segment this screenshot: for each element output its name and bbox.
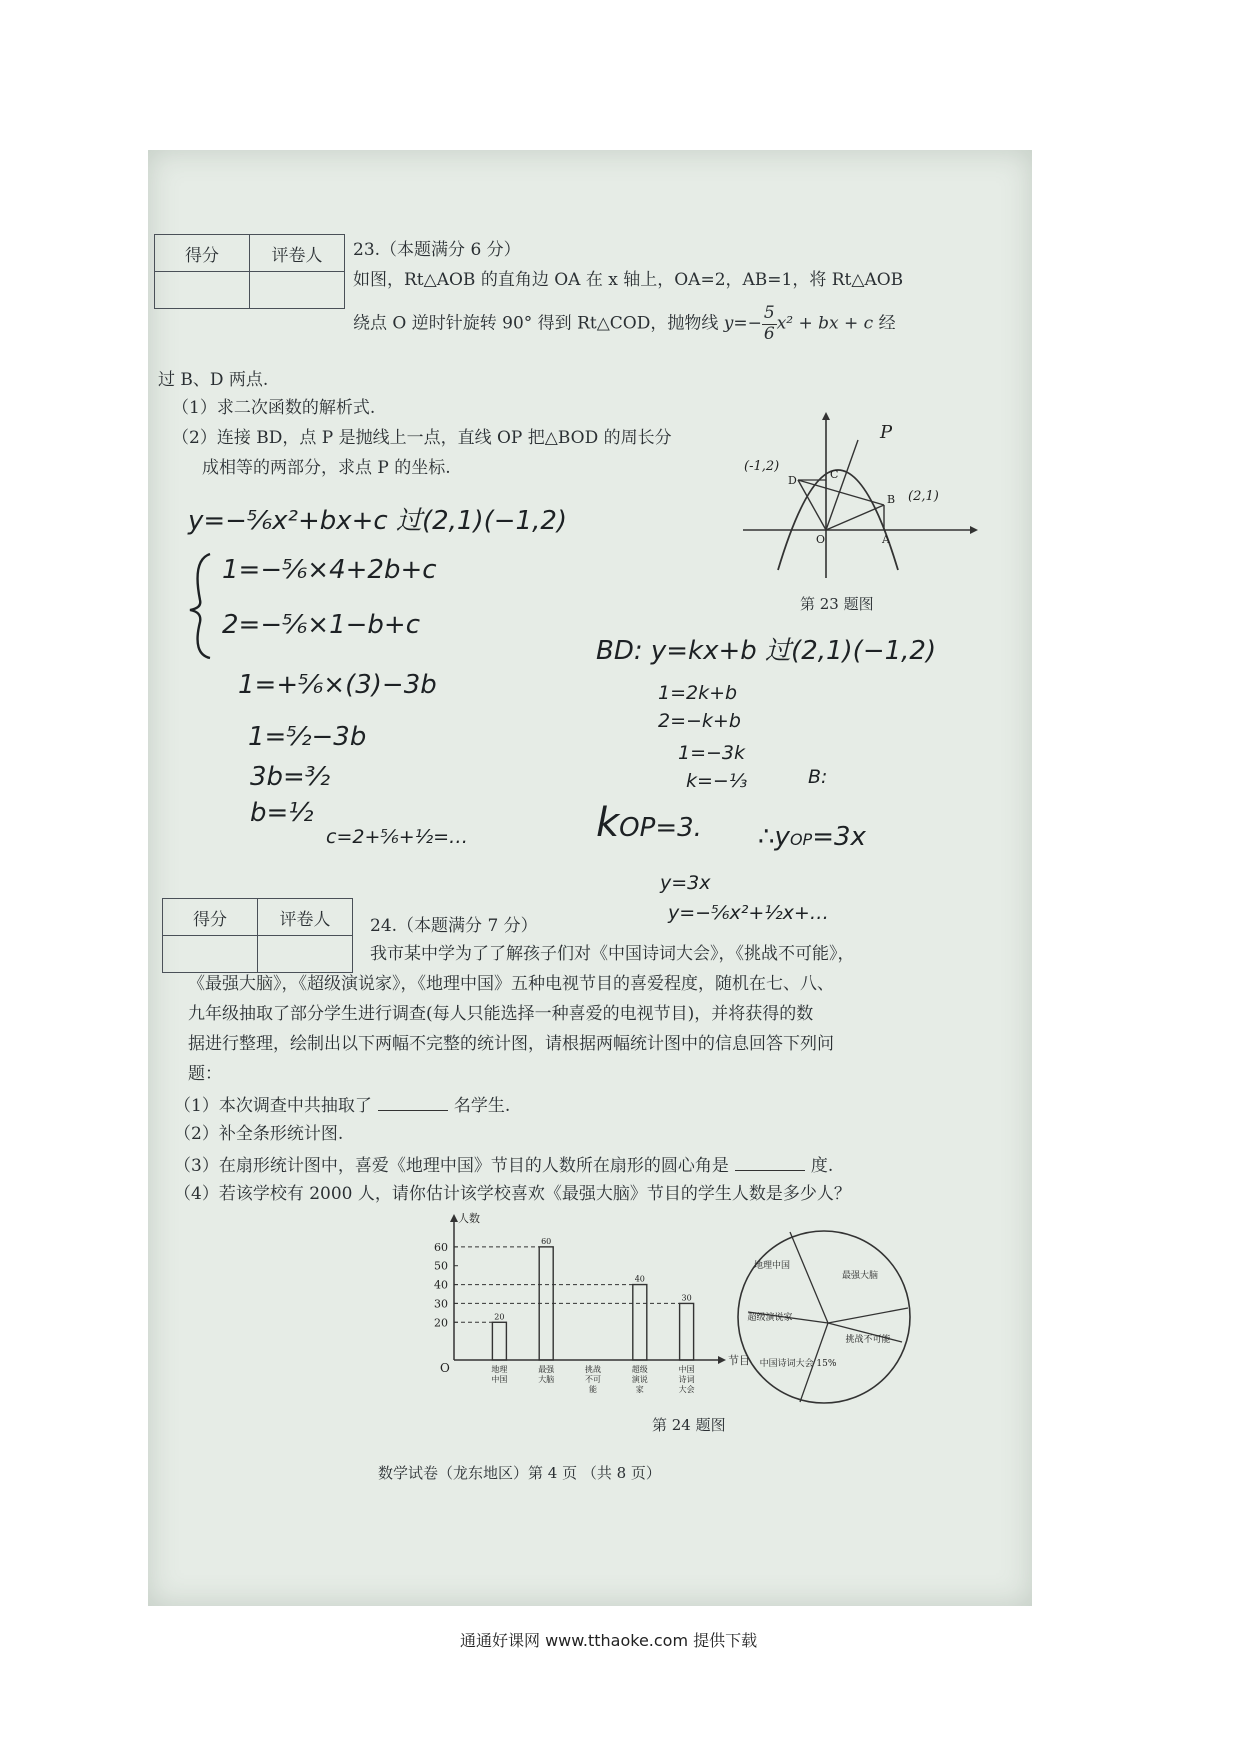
- fraction-denominator: 6: [763, 323, 775, 344]
- handwriting-k-eq: =3.: [655, 813, 702, 843]
- y-tick-label: 40: [434, 1278, 448, 1292]
- handwriting-line-1: y=−⁵⁄₆x²+bx+c 过(2,1)(−1,2): [188, 506, 568, 536]
- question-23-line1: 如图，Rt△AOB 的直角边 OA 在 x 轴上，OA=2，AB=1，将 Rt△AOB: [353, 270, 904, 290]
- question-24-line3: 九年级抽取了部分学生进行调查(每人只能选择一种喜爱的电视节目)，并将获得的数: [188, 1004, 814, 1024]
- pie-chart: [732, 1222, 922, 1412]
- question-24-line1: 我市某中学为了了解孩子们对《中国诗词大会》，《挑战不可能》，: [370, 944, 855, 964]
- handwriting-right-3: 2=−k+b: [658, 710, 741, 732]
- category-label: 能: [589, 1385, 597, 1394]
- y-tick-label: 60: [434, 1240, 448, 1254]
- page-footer: 数学试卷（龙东地区）第 4 页 （共 8 页）: [378, 1464, 661, 1482]
- score-cell: [163, 936, 258, 973]
- question-23-line2: [353, 304, 896, 344]
- score-header: 得分: [163, 899, 258, 936]
- question-24-title: 24.（本题满分 7 分）: [370, 916, 538, 936]
- y-tick-label: 20: [434, 1316, 448, 1330]
- label-b-coord: (2,1): [908, 489, 939, 504]
- grader-header: 评卷人: [250, 235, 345, 272]
- handwriting-right-6: B:: [808, 766, 828, 788]
- score-box-24: [162, 898, 353, 973]
- question-24-part4: （4）若该学校有 2000 人，请你估计该学校喜欢《最强大脑》节目的学生人数是多少人？: [174, 1184, 851, 1204]
- part3-text: （3）在扇形统计图中，喜爱《地理中国》节目的人数所在扇形的圆心角是: [174, 1156, 729, 1176]
- x-axis-label: 节目: [728, 1354, 750, 1367]
- pie-label: 中国诗词大会 15%: [759, 1359, 837, 1369]
- handwriting-line-2: 1=−⁵⁄₆×4+2b+c: [222, 555, 437, 585]
- bar: [492, 1322, 506, 1360]
- category-label: 不可: [585, 1375, 601, 1384]
- pie-label: 挑战不可能: [845, 1335, 891, 1345]
- category-label: 中国: [678, 1365, 695, 1374]
- data-label: 40: [634, 1274, 645, 1284]
- figure-23: [738, 410, 978, 580]
- question-23-part2-a: （2）连接 BD，点 P 是抛线上一点，直线 OP 把△BOD 的周长分: [172, 428, 672, 448]
- label-d-coord: (-1,2): [744, 459, 780, 474]
- grader-cell: [250, 272, 345, 309]
- equation-start: y=−: [723, 313, 762, 334]
- question-23-line2-text: 绕点 O 逆时针旋转 90° 得到 Rt△COD，抛物线: [353, 313, 719, 334]
- y-axis-arrow-icon: [822, 412, 830, 420]
- label-p: P: [880, 422, 893, 443]
- handwriting-right-7: [596, 800, 702, 846]
- data-label: 30: [681, 1293, 692, 1303]
- handwriting-line-3: 2=−⁵⁄₆×1−b+c: [222, 610, 420, 640]
- handwriting-line-5: 1=⁵⁄₂−3b: [248, 722, 367, 752]
- figure-24-caption: 第 24 题图: [652, 1416, 726, 1434]
- pie-label: 地理中国: [753, 1261, 791, 1271]
- category-label: 地理: [491, 1365, 508, 1374]
- handwriting-right-4: 1=−3k: [678, 742, 746, 764]
- handwriting-y-eq: =3x: [812, 822, 866, 852]
- handwriting-right-10: y=−⁵⁄₆x²+½x+…: [668, 902, 829, 924]
- question-23-line2-end: 经: [878, 313, 896, 334]
- y-axis-label: 人数: [458, 1212, 480, 1225]
- score-cell: [155, 272, 250, 309]
- category-label: 超级: [631, 1365, 648, 1374]
- handwriting-right-2: 1=2k+b: [658, 682, 738, 704]
- label-c: C: [830, 468, 839, 481]
- pie-label: 超级演说家: [747, 1313, 793, 1323]
- segment-op: [826, 440, 858, 530]
- figure-23-caption: 第 23 题图: [800, 595, 874, 613]
- category-label: 演说: [631, 1375, 648, 1384]
- question-23-part1: （1）求二次函数的解析式.: [172, 398, 376, 418]
- label-b: B: [887, 493, 896, 506]
- bar: [633, 1285, 647, 1360]
- handwriting-y-sub: OP: [789, 830, 813, 849]
- grader-header: 评卷人: [258, 899, 353, 936]
- handwriting-right-5: k=−⅓: [686, 770, 748, 792]
- handwriting-right-1: BD: y=kx+b 过(2,1)(−1,2): [596, 636, 937, 666]
- part3-end: 度.: [810, 1156, 834, 1176]
- bar-chart: [418, 1210, 750, 1410]
- fraction-numerator: 5: [763, 303, 775, 323]
- score-box-23: [154, 234, 345, 309]
- part1-end: 名学生.: [453, 1096, 511, 1116]
- label-d: D: [788, 474, 797, 487]
- question-24-part1: [174, 1096, 510, 1115]
- equation-end: x² + bx + c: [776, 313, 874, 334]
- handwriting-right-9: y=3x: [660, 872, 711, 894]
- x-axis-arrow-icon: [718, 1356, 726, 1364]
- pie-label: 最强大脑: [841, 1271, 879, 1281]
- question-24-line2: 《最强大脑》，《超级演说家》，《地理中国》五种电视节目的喜爱程度，随机在七、八、: [188, 974, 834, 994]
- score-header: 得分: [155, 235, 250, 272]
- category-label: 家: [635, 1385, 644, 1394]
- question-23-part2-b: 成相等的两部分，求点 P 的坐标.: [202, 458, 451, 478]
- bar: [680, 1303, 694, 1360]
- question-24-line4: 据进行整理，绘制出以下两幅不完整的统计图，请根据两幅统计图中的信息回答下列问: [188, 1034, 834, 1054]
- y-tick-label: 30: [434, 1297, 448, 1311]
- question-23-title: 23.（本题满分 6 分）: [353, 240, 521, 260]
- category-label: 挑战: [585, 1365, 601, 1374]
- handwriting-line-4: 1=+⁵⁄₆×(3)−3b: [238, 670, 437, 700]
- origin-label: O: [440, 1361, 450, 1375]
- category-label: 最强: [538, 1365, 555, 1374]
- y-axis-arrow-icon: [450, 1214, 458, 1222]
- category-label: 中国: [491, 1375, 508, 1384]
- pie-sector-edge: [828, 1308, 908, 1323]
- handwriting-line-7: b=½: [250, 798, 314, 828]
- answer-blank-1[interactable]: [378, 1096, 448, 1111]
- segment-ob: [826, 505, 884, 530]
- handwriting-line-8: c=2+⁵⁄₆+½=…: [326, 826, 469, 848]
- question-23-line3: 过 B、D 两点.: [158, 370, 269, 390]
- brace-left-icon: [186, 550, 216, 660]
- question-24-part3: [174, 1156, 833, 1175]
- question-24-part2: （2）补全条形统计图.: [174, 1124, 344, 1144]
- segment-bd: [798, 480, 884, 505]
- exam-page: [148, 150, 1032, 1606]
- handwriting-right-8: [758, 822, 866, 852]
- grader-cell: [258, 936, 353, 973]
- category-label: 诗词: [678, 1375, 695, 1384]
- handwriting-y: ∴y: [758, 822, 790, 852]
- part1-text: （1）本次调查中共抽取了: [174, 1096, 372, 1116]
- pie-sector-edge: [790, 1232, 828, 1323]
- category-label: 大会: [678, 1385, 695, 1394]
- handwriting-k-sub: OP: [619, 813, 656, 843]
- category-label: 大脑: [538, 1375, 555, 1384]
- x-axis-arrow-icon: [970, 526, 978, 534]
- label-a: A: [882, 533, 890, 546]
- handwriting-k: k: [596, 800, 620, 846]
- source-footer: 通通好课网 www.tthaoke.com 提供下载: [460, 1631, 758, 1650]
- fraction: [762, 304, 777, 344]
- data-label: 60: [541, 1236, 552, 1246]
- answer-blank-3[interactable]: [735, 1156, 805, 1171]
- handwriting-line-6: 3b=³⁄₂: [250, 762, 331, 792]
- question-24-line5: 题：: [188, 1064, 222, 1084]
- data-label: 20: [494, 1312, 505, 1322]
- y-tick-label: 50: [434, 1259, 448, 1273]
- label-o: O: [816, 533, 826, 546]
